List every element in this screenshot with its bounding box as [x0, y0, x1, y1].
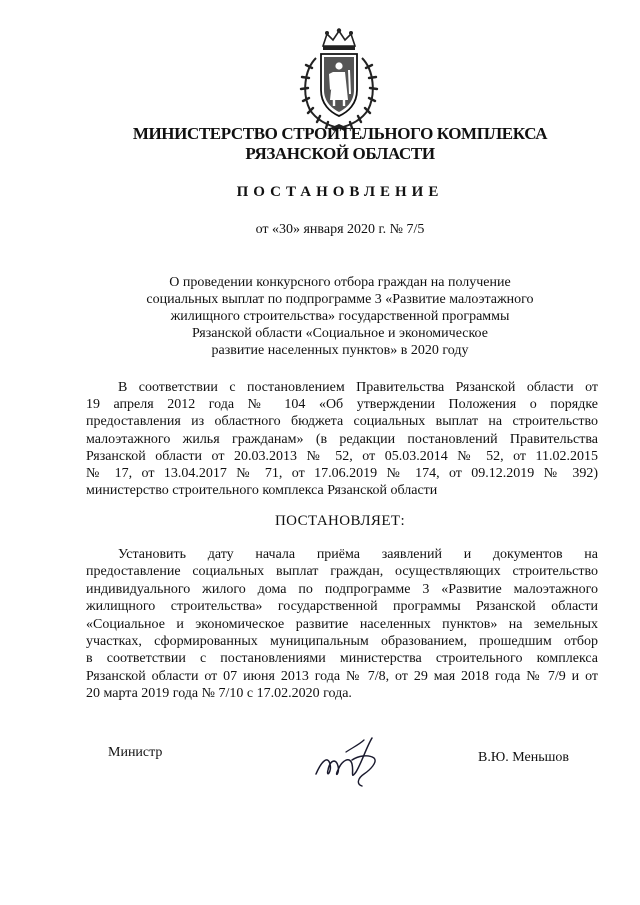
decision-line: индивидуального жилого дома по подпрограмме 3 «Развитие малоэтажного — [86, 581, 598, 597]
decision-line: в соответствии с постановлениями министерства строительного комплекса — [86, 651, 598, 667]
subject-line: Рязанской области «Социальное и экономическое — [192, 326, 488, 341]
decision-line: Рязанской области от 07 июня 2013 года № 7/8, от 29 мая 2018 года № 7/9 и от — [86, 668, 598, 684]
decision-line: «Социальное и экономическое развитие населенных пунктов» на земельных — [86, 616, 598, 632]
decision-line: 20 марта 2019 года № 7/10 с 17.02.2020 года. — [86, 686, 352, 702]
ryazan-coat-of-arms-icon — [296, 28, 382, 132]
preamble-line: 19 апреля 2012 года № 104 «Об утверждении Положения о порядке — [86, 397, 598, 413]
decision-line: жилищного строительства» государственной программы Рязанской области — [86, 599, 598, 615]
decision-line: участках, сформированных муниципальным образованием, прошедшим отбор — [86, 634, 598, 650]
decision-line: Установить дату начала приёма заявлений и документов на — [118, 547, 598, 562]
preamble-line: малоэтажного жилья гражданам» (в редакции постановлений Правительства — [86, 431, 598, 447]
decision-line: предоставление социальных выплат граждан, осуществляющих строительство — [86, 564, 598, 580]
subject-line: развитие населенных пунктов» в 2020 году — [211, 343, 469, 358]
preamble-line: В соответствии с постановлением Правительства Рязанской области от — [118, 380, 598, 395]
preamble-line: предоставления из областного бюджета социальных выплат на строительство — [86, 414, 598, 430]
decree-heading: ПОСТАНОВЛЯЕТ: — [274, 513, 406, 529]
ministry-name-line2: РЯЗАНСКОЙ ОБЛАСТИ — [245, 144, 435, 163]
signer-position: Министр — [108, 745, 163, 760]
ministry-name-line1: МИНИСТЕРСТВО СТРОИТЕЛЬНОГО КОМПЛЕКСА — [132, 124, 548, 143]
preamble-line: министерство строительного комплекса Рязанской области — [86, 483, 438, 499]
signer-name: В.Ю. Меньшов — [478, 750, 569, 765]
preamble-line: № 17, от 13.04.2017 № 71, от 17.06.2019 № 174, от 09.12.2019 № 392) — [86, 466, 598, 482]
handwritten-signature-icon — [312, 730, 388, 788]
document-type-heading: ПОСТАНОВЛЕНИЕ — [236, 184, 444, 200]
preamble-line: Рязанской области от 20.03.2013 № 52, от 05.03.2014 № 52, от 11.02.2015 — [86, 448, 598, 464]
document-date-number: от «30» января 2020 г. № 7/5 — [255, 222, 425, 237]
subject-line: социальных выплат по подпрограмме 3 «Развитие малоэтажного — [146, 292, 534, 307]
subject-line: О проведении конкурсного отбора граждан на получение — [169, 275, 511, 290]
decision-paragraph — [86, 546, 598, 703]
preamble-paragraph — [86, 379, 598, 499]
document-subject — [120, 274, 560, 359]
subject-line: жилищного строительства» государственной программы — [170, 309, 510, 324]
